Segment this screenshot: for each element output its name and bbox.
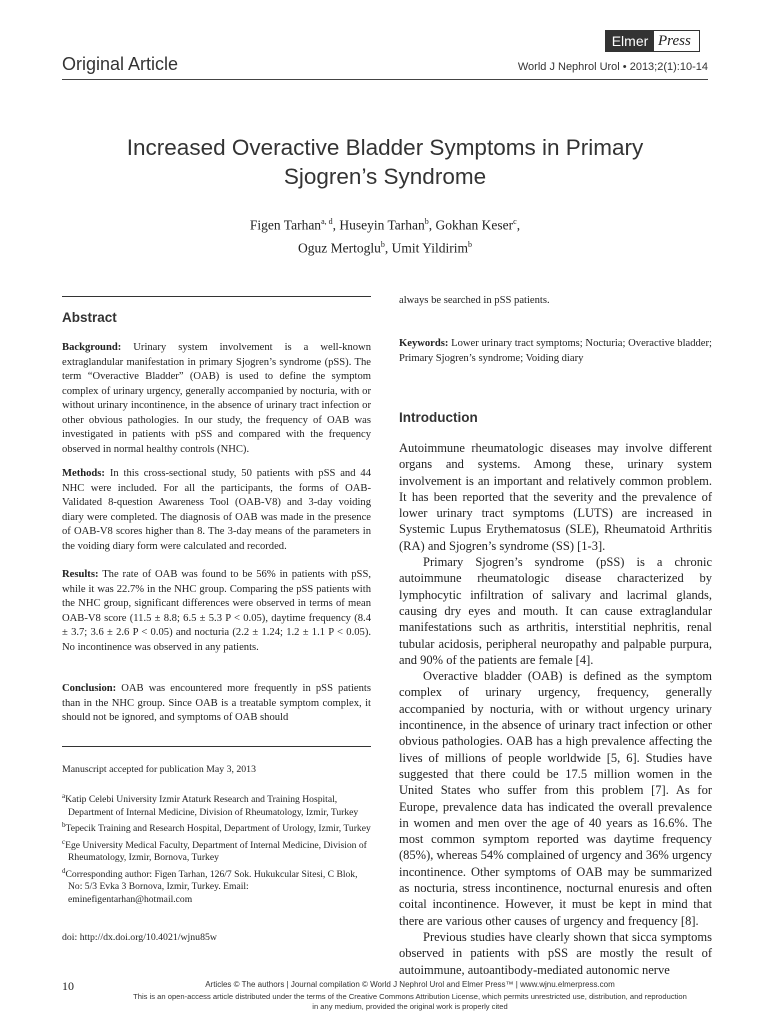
author-name: Huseyin Tarhan bbox=[339, 217, 425, 233]
background-label: Background: bbox=[62, 342, 122, 353]
abstract-top-rule bbox=[62, 296, 371, 297]
affiliation-marker: d bbox=[62, 866, 66, 875]
affiliation-marker: c bbox=[62, 837, 66, 846]
author-affiliation-marker: a, d bbox=[321, 217, 333, 226]
author-separator: , bbox=[384, 240, 392, 255]
abstract-results bbox=[62, 568, 371, 655]
keywords-text: Lower urinary tract symptoms; Nocturia; Overactive bladder; Primary Sjogren’s syndrome; Voiding diary bbox=[399, 338, 712, 364]
abstract-heading: Abstract bbox=[62, 310, 117, 325]
author-name: Oguz Mertoglu bbox=[298, 240, 381, 255]
author-separator: , bbox=[516, 217, 521, 233]
affiliation-marker: b bbox=[62, 821, 66, 829]
author-affiliation-marker: b bbox=[468, 239, 472, 249]
affiliation-text: Tepecik Training and Research Hospital, Department of Urology, Izmir, Turkey bbox=[65, 823, 371, 835]
affiliation-text: Katip Celebi University Izmir Ataturk Research and Training Hospital, Department of Internal Medicine, Division of Rheumatology, Izmir, Turkey bbox=[65, 794, 359, 818]
author-separator: , bbox=[332, 217, 340, 233]
affiliation-text: Corresponding author: Figen Tarhan, 126/7 Sok. Hukukcular Sitesi, C Blok, No: 5/3 Evka 3 Bornova, Izmir, Turkey. Email: eminefigentarhan@hotmail.com bbox=[65, 868, 358, 905]
background-text: Urinary system involvement is a well-known extraglandular manifestation in primary Sjogren’s syndrome (pSS). The term “Overactive Bladder” (OAB) is used to define the symptom complex of urinary urgency, generally accompanied by nocturia, with or without urinary incontinence, in the absence of urinary tract infection or other obvious pathologies. In our study, the frequency of OAB was investigated in patients with pSS and compared with the frequency observed in normal healthy controls (NHC). bbox=[62, 342, 371, 455]
author-affiliation-marker: c bbox=[513, 217, 517, 226]
results-label: Results: bbox=[62, 569, 99, 580]
keywords bbox=[399, 337, 712, 366]
page-number: 10 bbox=[62, 979, 74, 993]
affiliation-text: Ege University Medical Faculty, Department of Internal Medicine, Division of Rheumatology, Izmir, Bornova, Turkey bbox=[65, 839, 367, 864]
footer-license-cont: in any medium, provided the original work is properly cited bbox=[312, 1002, 508, 1011]
introduction-paragraph: Overactive bladder (OAB) is defined as the symptom complex of urinary urgency, frequency, generally accompanied by nocturia, with or without urgency urinary incontinence, in the absence of urinary tract infection or other obvious pathologies. OAB has a high prevalence affecting the lives of millions of people worldwide [5, 6]. Studies have suggested that there could be 17.5 million women in the United States who suffer from this problem [7]. As for Europe, prevalence data has indicated the overall prevalence in women and men over the age of 40 years as 16.6%. The most common symptom reported was daytime frequency (85%), whereas 54% complained of urgency and 36% urgency incontinence. Other symptoms of OAB may be summarized as nocturia, stress incontinence, nocturnal enuresis and often coital incontinence. However, it must be kept in mind that there are various other causes of urgency and frequency [8]. bbox=[399, 669, 712, 928]
author-list bbox=[110, 212, 660, 257]
conclusion-label: Conclusion: bbox=[62, 683, 117, 694]
conclusion-text: OAB was encountered more frequently in pSS patients than in the NHC group. Since OAB is a treatable symptom complex, it should not be ignored, and symptoms of OAB should bbox=[62, 683, 371, 723]
introduction-paragraph: Autoimmune rheumatologic diseases may involve different organs and systems. Among these, urinary system involvement is an important and relatively common problem. It has been reported that the severity and the prevalence of lower urinary tract symptoms (LUTS) are increased in Systemic Lupus Erythematosus (SLE), Rheumatoid Arthritis (RA) and Sjogren’s syndrome (SS) [1-3]. bbox=[399, 441, 712, 553]
author-name: Gokhan Keser bbox=[435, 217, 514, 233]
page-footer bbox=[130, 980, 690, 1013]
abstract-methods bbox=[62, 467, 371, 554]
abstract-conclusion bbox=[62, 682, 371, 726]
affiliation-marker: a bbox=[62, 792, 66, 800]
affiliation-list bbox=[62, 790, 371, 906]
doi-link[interactable]: doi: http://dx.doi.org/10.4021/wjnu85w bbox=[62, 932, 217, 943]
article-title: Increased Overactive Bladder Symptoms in Primary Sjogren’s Syndrome bbox=[126, 135, 644, 189]
affiliation-item bbox=[62, 836, 371, 865]
header-divider bbox=[62, 79, 708, 80]
publisher-logo bbox=[605, 30, 700, 52]
logo-left-text: Elmer bbox=[606, 31, 654, 51]
author-separator: , bbox=[428, 217, 436, 233]
footer-copyright: Articles © The authors | Journal compilation © World J Nephrol Urol and Elmer Press™ | www.wjnu.elmerpress.com bbox=[205, 980, 615, 989]
manuscript-note: Manuscript accepted for publication May 3, 2013 bbox=[62, 764, 256, 775]
logo-right-text: Press bbox=[658, 33, 691, 49]
author-name: Umit Yildirim bbox=[391, 240, 468, 255]
affiliation-item bbox=[62, 819, 371, 836]
journal-reference: World J Nephrol Urol • 2013;2(1):10-14 bbox=[517, 61, 708, 73]
affiliation-item bbox=[62, 865, 371, 906]
keywords-label: Keywords: bbox=[399, 338, 449, 349]
introduction-paragraph: Primary Sjogren’s syndrome (pSS) is a chronic autoimmune rheumatologic disease characterized by lymphocytic infiltration of salivary and lacrimal glands, causing dry eyes and mouth. It can cause extraglandular manifestations such as arthritis, interstitial nephritis, renal tubular acidosis, peripheral neuropathy and palpable purpura, and 90% of the patients are female [4]. bbox=[399, 555, 712, 667]
author-affiliation-marker: b bbox=[380, 239, 385, 249]
article-type-label: Original Article bbox=[62, 54, 179, 74]
abstract-continuation: always be searched in pSS patients. bbox=[399, 295, 550, 306]
affiliation-item bbox=[62, 790, 371, 819]
methods-text: In this cross-sectional study, 50 patients with pSS and 44 NHC were included. For all the participants, the forms of OAB-Validated 8-question Awareness Tool (OAB-V8) and 3-day voiding diary were completed. The diagnosis of OAB was made in the presence of OAB-V8 scores higher than 8. The 3-day means of the parameters in the voiding diary form were calculated and recorded. bbox=[62, 468, 371, 552]
introduction-heading: Introduction bbox=[399, 410, 478, 425]
abstract-bottom-rule bbox=[62, 746, 371, 747]
author-name: Figen Tarhan bbox=[249, 217, 322, 233]
introduction-body bbox=[399, 440, 712, 978]
introduction-paragraph: Previous studies have clearly shown that sicca symptoms observed in patients with pSS are mostly the result of autoimmune, autoantibody-mediated autonomic nerve bbox=[399, 929, 712, 977]
author-affiliation-marker: b bbox=[424, 217, 429, 226]
results-text: The rate of OAB was found to be 56% in patients with pSS, while it was 22.7% in the NHC group. Comparing the pSS patients with the NHC group, significant differences were observed in terms of mean OAB-V8 score (11.5 ± 8.8; 6.5 ± 5.3 P < 0.05), daytime frequency (8.4 ± 3.7; 3.6 ± 2.6 P < 0.05) and nocturia (2.2 ± 1.24; 1.2 ± 1.1 P < 0.05). No incontinence was observed in any patients. bbox=[62, 569, 371, 653]
footer-license: This is an open-access article distributed under the terms of the Creative Commons Attribution License, which permits unrestricted use, distribution, and reproduction bbox=[133, 991, 687, 1001]
methods-label: Methods: bbox=[62, 468, 105, 479]
abstract-background bbox=[62, 341, 371, 457]
